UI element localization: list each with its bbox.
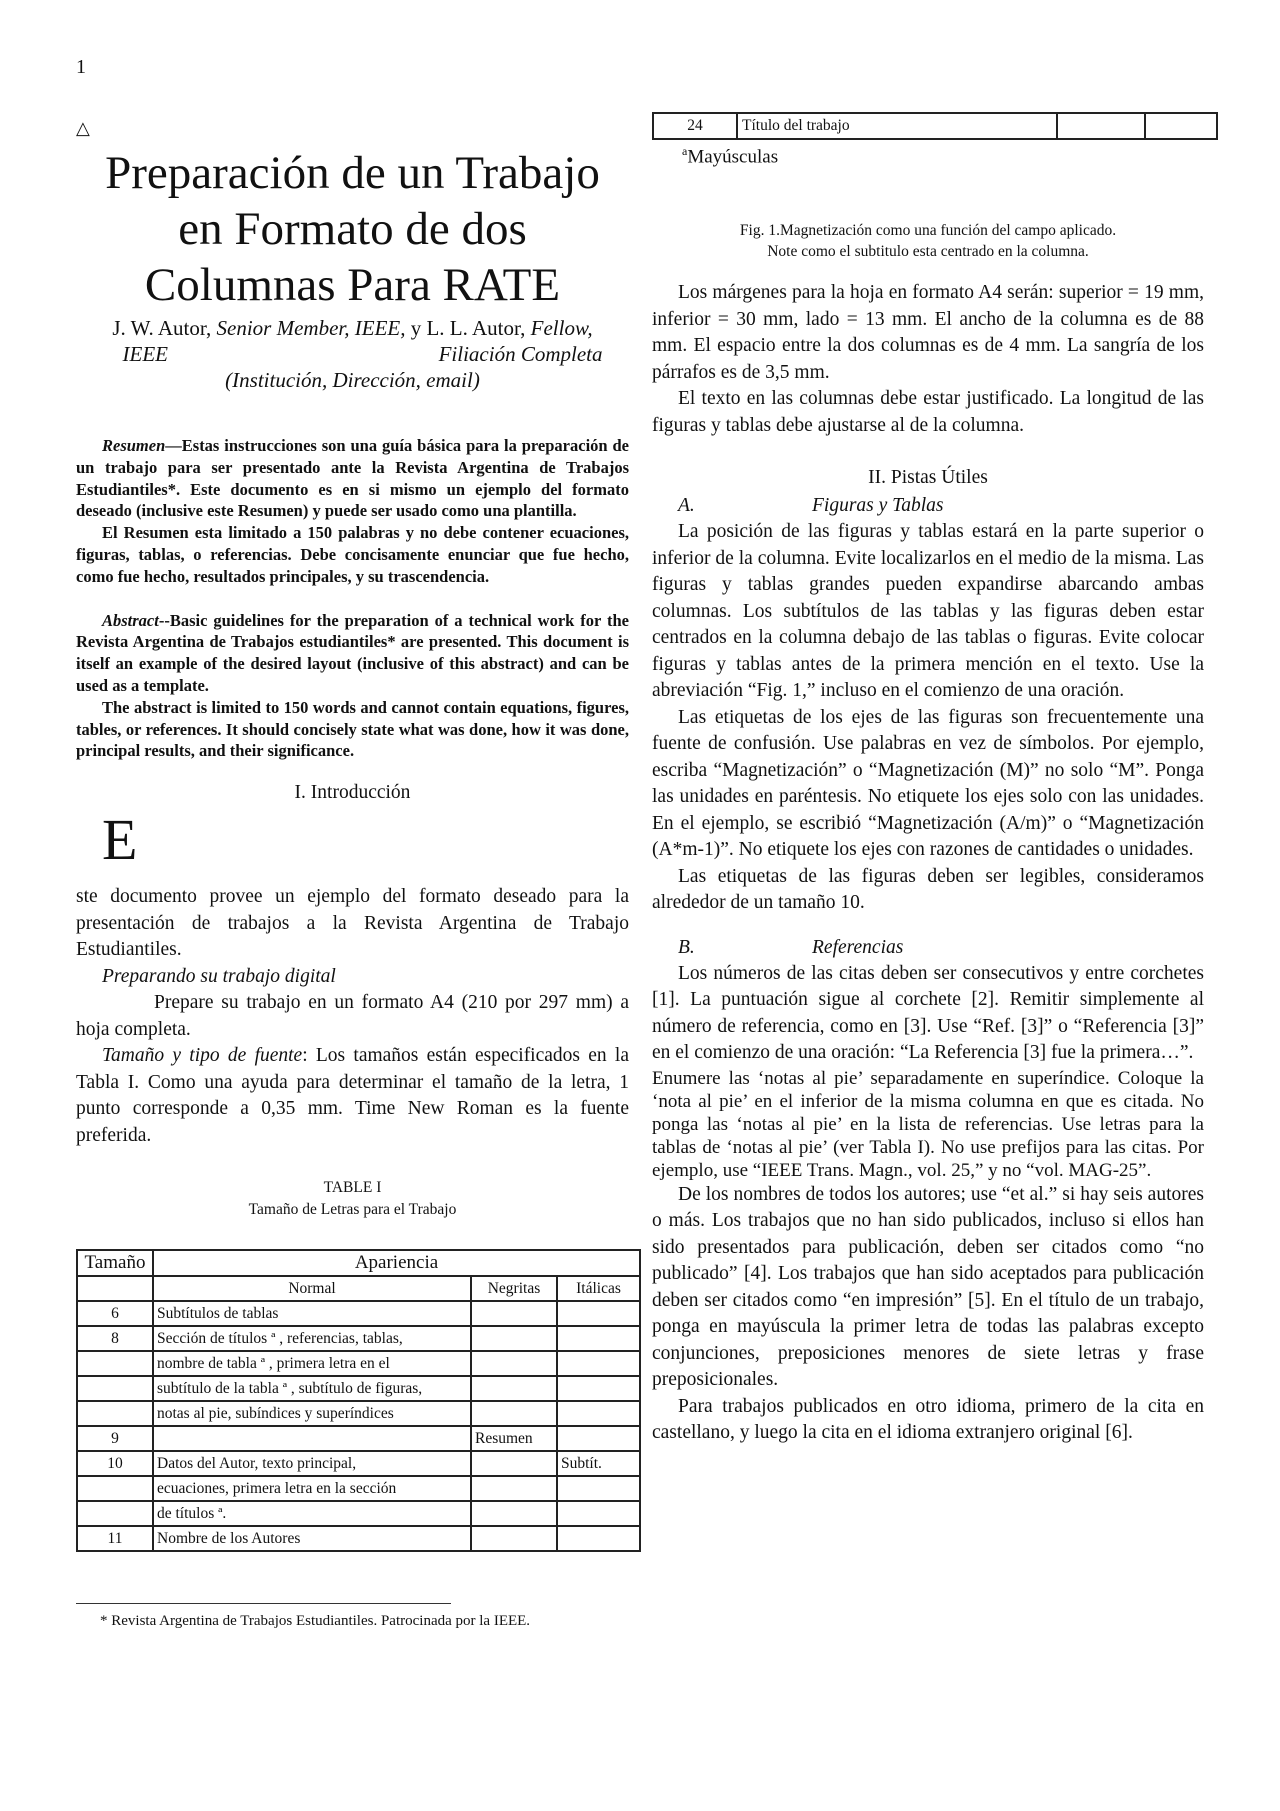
left-column xyxy=(76,145,629,1552)
cell-bold xyxy=(471,1351,557,1376)
cell-normal: Nombre de los Autores xyxy=(153,1526,471,1551)
margins-paragraph-1: Los márgenes para la hoja en formato A4 serán: superior = 19 mm, inferior = 30 mm, lado = 13 mm. El ancho de la columna es de 88 mm. El espacio entre la dos columnas es de 4 mm. La sangría de los párrafos es de 3,5 mm. xyxy=(652,282,1204,383)
title-line-1: Preparación de un Trabajo xyxy=(105,147,600,199)
author-grade-3: IEEE xyxy=(122,342,168,366)
author-names: J. W. Autor, xyxy=(112,316,217,340)
dropcap-letter: E xyxy=(102,807,138,873)
author-grade-2: Fellow, xyxy=(530,316,593,340)
intro-paragraph-1: ste documento provee un ejemplo del formato deseado para la presentación de trabajos a la Revista Argentina de Trabajo Estudiantiles. xyxy=(76,886,629,961)
table-row xyxy=(77,1501,640,1526)
table-row xyxy=(77,1426,640,1451)
resumen-section xyxy=(76,435,629,762)
cell-normal: ecuaciones, primera letra en la sección xyxy=(153,1476,471,1501)
resumen-paragraph-2: El Resumen esta limitado a 150 palabras y no debe contener ecuaciones, figuras, tablas, o referencias. Debe concisamente enunciar que fue hecho, como fue hecho, resultados principales, y su trascendencia. xyxy=(76,523,629,586)
figures-text xyxy=(652,519,1204,917)
page-number: 1 xyxy=(76,56,86,78)
table-header-row xyxy=(77,1250,640,1276)
cell-italic xyxy=(557,1401,640,1426)
cell-normal: subtítulo de la tabla ª , subtítulo de figuras, xyxy=(153,1376,471,1401)
figures-paragraph-1: La posición de las figuras y tablas estará en la parte superior o inferior de la columna. Evite localizarlos en el medio de la misma. Las figuras y tablas grandes pueden expandirse abarcando ambas columnas. Los subtítulos de las tablas y las figuras deben estar centrados en la columna debajo de las tablas o figuras. Evite colocar figuras y tablas antes de la primera mención en el texto. Use la abreviación “Fig. 1,” incluso en el comienzo de una oración. xyxy=(652,521,1204,702)
subsection-a-heading xyxy=(652,495,1204,517)
table-row xyxy=(77,1401,640,1426)
header-italic: Itálicas xyxy=(557,1276,640,1301)
cell-normal: Subtítulos de tablas xyxy=(153,1301,471,1326)
cell-bold xyxy=(471,1476,557,1501)
paper-title xyxy=(76,145,629,313)
cell-bold xyxy=(1057,113,1145,139)
intro-paragraph-2: Prepare su trabajo en un formato A4 (210 por 297 mm) a hoja completa. xyxy=(76,992,629,1040)
figure-caption-line-1: Fig. 1.Magnetización como una función del campo aplicado. xyxy=(739,222,1117,240)
table-subheader-row xyxy=(77,1276,640,1301)
references-paragraph-4: Para trabajos publicados en otro idioma, primero de la cita en castellano, y luego la cita en el idioma extranjero original [6]. xyxy=(652,1395,1204,1444)
author-block xyxy=(76,315,629,393)
cell-normal xyxy=(153,1426,471,1451)
cell-bold: Resumen xyxy=(471,1426,557,1451)
cell-size xyxy=(77,1401,153,1426)
references-text xyxy=(652,961,1204,1447)
cell-size: 9 xyxy=(77,1426,153,1451)
section-2-heading: II. Pistas Útiles xyxy=(868,467,988,489)
affiliation-label: Filiación Completa xyxy=(438,342,603,366)
header-size: Tamaño xyxy=(77,1250,153,1276)
cell-normal: de títulos ª. xyxy=(153,1501,471,1526)
table-row xyxy=(77,1326,640,1351)
header-appearance: Apariencia xyxy=(153,1250,640,1276)
subsection-b-title: Referencias xyxy=(812,936,904,958)
cell-bold xyxy=(471,1501,557,1526)
abstract-lead: Abstract xyxy=(102,610,159,630)
table-row xyxy=(77,1301,640,1326)
subsection-a-letter: A. xyxy=(678,495,695,517)
cell-size xyxy=(77,1476,153,1501)
table-note-marker: a xyxy=(682,144,688,158)
header-normal: Normal xyxy=(153,1276,471,1301)
intro-text xyxy=(76,884,629,1149)
references-paragraph-2: Enumere las ‘notas al pie’ separadamente en superíndice. Coloque la ‘nota al pie’ en el inferior de la misma columna en que es citada. No ponga las ‘notas al pie’ en la lista de referencias. Use letras para la tablas de ‘notas al pie’ (ver Tabla I). No use prefijos para las citas. Por ejemplo, use “IEEE Trans. Magn., vol. 25,” y no “vol. MAG-25”. xyxy=(652,1067,1204,1181)
references-paragraph-3: De los nombres de todos los autores; use “et al.” si hay seis autores o más. Los trabajos que no han sido publicados, incluso si ellos han sido presentados para publicación, deben ser citados como “no publicado” [4]. Los trabajos que han sido aceptados para publicación deben ser citados como “en impresión” [5]. En el título de un trabajo, ponga en mayúscula la primer letra de todas las palabras excepto conjunciones, preposiciones menores de siete letras y frase preposicionales. xyxy=(652,1183,1204,1391)
cell-size xyxy=(77,1351,153,1376)
subhead-font-size: Tamaño y tipo de fuente xyxy=(102,1045,303,1067)
cell-size xyxy=(77,1501,153,1526)
cell-size: 10 xyxy=(77,1451,153,1476)
resumen-text-1: —Estas instrucciones son una guía básica para la preparación de un trabajo para ser presentado ante la Revista Argentina de Trabajos Estudiantiles*. Este documento es en si mismo un ejemplo del formato deseado (inclusive este Resumen) y puede ser usado como una plantilla. xyxy=(76,436,629,521)
font-size-table-continued xyxy=(652,112,1218,140)
abstract-paragraph-1 xyxy=(76,610,629,697)
subhead-preparing: Preparando su trabajo digital xyxy=(102,965,336,987)
cell-italic xyxy=(557,1301,640,1326)
subsection-b-letter: B. xyxy=(678,936,695,958)
author-names-2: y L. L. Autor, xyxy=(405,316,531,340)
resumen-paragraph-1 xyxy=(76,435,629,522)
table-row xyxy=(77,1451,640,1476)
cell-bold xyxy=(471,1451,557,1476)
cell-italic xyxy=(1145,113,1217,139)
cell-italic xyxy=(557,1376,640,1401)
margins-paragraph-2: El texto en las columnas debe estar justificado. La longitud de las figuras y tablas debe ajustarse al de la columna. xyxy=(652,388,1204,436)
intro-text-3: : Los tamaños están especificados en la Tabla I. Como una ayuda para determinar el tamaño de la letra, 1 punto corresponde a 0,35 mm. Time New Roman es la fuente preferida. xyxy=(76,1045,629,1146)
font-size-table xyxy=(76,1249,641,1552)
cell-bold xyxy=(471,1326,557,1351)
cell-size: 24 xyxy=(653,113,737,139)
cell-bold xyxy=(471,1401,557,1426)
margins-text xyxy=(652,280,1204,439)
title-line-2: en Formato de dos xyxy=(178,203,527,255)
footnote: * Revista Argentina de Trabajos Estudiantiles. Patrocinada por la IEEE. xyxy=(100,1613,531,1629)
figures-paragraph-3: Las etiquetas de las figuras deben ser legibles, consideramos alrededor de un tamaño 10. xyxy=(652,865,1204,914)
table-row xyxy=(77,1526,640,1551)
cell-bold xyxy=(471,1376,557,1401)
cell-italic: Subtít. xyxy=(557,1451,640,1476)
table-note xyxy=(682,144,1204,168)
cell-size xyxy=(77,1376,153,1401)
cell-italic xyxy=(557,1426,640,1451)
references-paragraph-1: Los números de las citas deben ser consecutivos y entre corchetes [1]. La puntuación sigue al corchete [2]. Remitir simplemente al número de referencia, como en [3]. Use “Ref. [3]” o “Referencia [3]” en el comienzo de una oración: “La Referencia [3] fue la primera…”. xyxy=(652,962,1204,1064)
table-row xyxy=(653,113,1217,139)
cell-italic xyxy=(557,1501,640,1526)
table-row xyxy=(77,1376,640,1401)
figures-paragraph-2: Las etiquetas de los ejes de las figuras son frecuentemente una fuente de confusión. Use palabras en vez de símbolos. Por ejemplo, escriba “Magnetización” o “Magnetización (M)” no solo “M”. Ponga las unidades en paréntesis. No etiquete los ejes solo con las unidades. En el ejemplo, se escribió “Magnetización (A/m)” o “Magnetización (A*m-1)”. No etiquete los ejes con razones de cantidades o unidades. xyxy=(652,706,1204,861)
table-caption xyxy=(76,1177,629,1221)
table-cell xyxy=(77,1276,153,1301)
footnote-divider xyxy=(76,1603,451,1604)
table-number: TABLE I xyxy=(323,1179,382,1197)
cell-italic xyxy=(557,1351,640,1376)
title-line-3: Columnas Para RATE xyxy=(144,259,561,311)
table-row xyxy=(77,1351,640,1376)
cell-italic xyxy=(557,1526,640,1551)
cell-italic xyxy=(557,1476,640,1501)
section-1-heading: I. Introducción xyxy=(294,782,411,804)
abstract-text-1: --Basic guidelines for the preparation of a technical work for the Revista Argentina de Trabajos estudiantiles* are presented. This document is itself an example of the desired layout (inclusive of this abstract) and can be used as a template. xyxy=(76,610,629,695)
cell-normal: Datos del Autor, texto principal, xyxy=(153,1451,471,1476)
affiliation-details: (Institución, Dirección, email) xyxy=(225,368,480,392)
triangle-mark-icon: △ xyxy=(76,118,90,138)
intro-paragraph-3 xyxy=(76,1043,629,1149)
figure-caption-line-2: Note como el subtitulo esta centrado en la columna. xyxy=(767,243,1089,261)
cell-italic xyxy=(557,1326,640,1351)
table-note-text: Mayúsculas xyxy=(687,146,779,168)
figure-caption xyxy=(652,220,1204,262)
cell-normal: nombre de tabla ª , primera letra en el xyxy=(153,1351,471,1376)
cell-size: 11 xyxy=(77,1526,153,1551)
table-row xyxy=(77,1476,640,1501)
cell-normal: Sección de títulos ª , referencias, tablas, xyxy=(153,1326,471,1351)
cell-bold xyxy=(471,1301,557,1326)
cell-size: 8 xyxy=(77,1326,153,1351)
header-bold: Negritas xyxy=(471,1276,557,1301)
cell-size: 6 xyxy=(77,1301,153,1326)
cell-normal: Título del trabajo xyxy=(737,113,1057,139)
subsection-b-heading xyxy=(652,937,1204,959)
abstract-paragraph-2: The abstract is limited to 150 words and cannot contain equations, figures, tables, or references. It should concisely state what was done, how it was done, principal results, and their significance. xyxy=(76,697,629,761)
cell-bold xyxy=(471,1526,557,1551)
cell-normal: notas al pie, subíndices y superíndices xyxy=(153,1401,471,1426)
subsection-a-title: Figuras y Tablas xyxy=(812,495,944,517)
author-grade-1: Senior Member, IEEE, xyxy=(216,316,406,340)
table-title: Tamaño de Letras para el Trabajo xyxy=(248,1201,457,1219)
right-column xyxy=(652,112,1204,1447)
resumen-lead: Resumen xyxy=(102,436,166,455)
